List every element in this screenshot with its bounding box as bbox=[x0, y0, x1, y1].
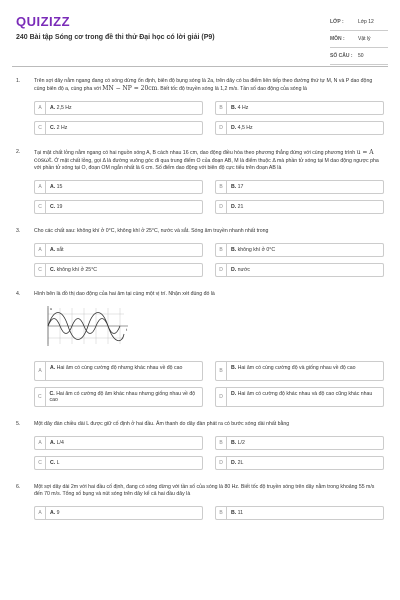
meta-row-count bbox=[330, 48, 388, 65]
option-a[interactable] bbox=[34, 180, 203, 194]
option-c[interactable] bbox=[34, 200, 203, 214]
meta-row-class bbox=[330, 14, 388, 31]
option-letter: A bbox=[35, 507, 46, 519]
question-number: 4. bbox=[16, 291, 21, 297]
option-b[interactable] bbox=[215, 180, 384, 194]
option-text: A. sắt bbox=[50, 247, 64, 253]
meta-value: Lớp 12 bbox=[358, 19, 374, 25]
option-text: B. L/2 bbox=[231, 440, 245, 446]
option-a[interactable] bbox=[34, 436, 203, 450]
meta-value: Vật lý bbox=[358, 36, 371, 42]
question-1 bbox=[16, 78, 384, 135]
answer-options bbox=[34, 101, 384, 135]
option-d[interactable] bbox=[215, 456, 384, 470]
option-text: B. Hai âm có cùng cường độ và giống nhau về độ cao bbox=[231, 365, 356, 371]
meta-row-subject bbox=[330, 31, 388, 48]
option-text: C. 19 bbox=[50, 204, 63, 210]
option-text: D. Hai âm có cường độ khác nhau và độ cao cũng khác nhau bbox=[231, 391, 373, 397]
option-text: A. 2,5 Hz bbox=[50, 105, 72, 111]
option-letter: B bbox=[216, 362, 227, 380]
question-3 bbox=[16, 228, 384, 277]
option-b[interactable] bbox=[215, 361, 384, 381]
option-text: D. nước bbox=[231, 267, 250, 273]
meta-label: LỚP : bbox=[330, 19, 344, 25]
option-text: A. L/4 bbox=[50, 440, 64, 446]
question-number: 3. bbox=[16, 228, 21, 234]
answer-options bbox=[34, 506, 384, 520]
equation: MN − NP = 20cm bbox=[102, 85, 158, 92]
option-letter: C bbox=[35, 388, 46, 406]
question-number: 2. bbox=[16, 149, 21, 155]
x-axis-label: t bbox=[126, 327, 128, 332]
meta-label: SỐ CÂU : bbox=[330, 53, 353, 59]
option-letter: A bbox=[35, 102, 46, 114]
option-b[interactable] bbox=[215, 506, 384, 520]
option-text: B. 11 bbox=[231, 510, 244, 516]
option-letter: B bbox=[216, 102, 227, 114]
option-letter: A bbox=[35, 437, 46, 449]
option-letter: A bbox=[35, 362, 46, 380]
answer-options bbox=[34, 436, 384, 470]
option-b[interactable] bbox=[215, 101, 384, 115]
meta-label: MÔN : bbox=[330, 36, 345, 42]
option-letter: C bbox=[35, 201, 46, 213]
option-c[interactable] bbox=[34, 387, 203, 407]
question-text bbox=[34, 78, 384, 93]
quizizz-logo: QUIZIZZ bbox=[16, 14, 71, 29]
option-text: B. không khí ở 0°C bbox=[231, 247, 276, 253]
equation: u = A cosωt bbox=[34, 149, 374, 164]
question-list bbox=[0, 78, 400, 534]
option-d[interactable] bbox=[215, 121, 384, 135]
answer-options bbox=[34, 243, 384, 277]
option-text: D. 2L bbox=[231, 460, 244, 466]
option-a[interactable] bbox=[34, 101, 203, 115]
option-c[interactable] bbox=[34, 121, 203, 135]
question-number: 1. bbox=[16, 78, 21, 84]
option-b[interactable] bbox=[215, 436, 384, 450]
question-4 bbox=[16, 291, 384, 407]
option-text: A. 15 bbox=[50, 184, 63, 190]
option-text: D. 21 bbox=[231, 204, 244, 210]
option-letter: B bbox=[216, 181, 227, 193]
wave-graph-figure bbox=[40, 304, 132, 348]
question-text bbox=[34, 149, 384, 172]
question-text: Cho các chất sau: không khí ở 0°C, không khí ở 25°C, nước và sắt. Sóng âm truyền nhanh nhất trong bbox=[34, 228, 269, 234]
option-d[interactable] bbox=[215, 387, 384, 407]
option-letter: B bbox=[216, 437, 227, 449]
question-text-part: Tại mặt chất lỏng nằm ngang có hai nguồn sóng A, B cách nhau 16 cm, dao động điều hòa theo phương thẳng đứng với cùng phương trình bbox=[34, 150, 357, 156]
option-text: C. L bbox=[50, 460, 60, 466]
option-b[interactable] bbox=[215, 243, 384, 257]
question-5 bbox=[16, 421, 384, 470]
question-text-part: . Biết tốc độ truyền sóng là 1,2 m/s. Tần số dao động của sóng là bbox=[157, 86, 307, 92]
option-letter: D bbox=[216, 122, 227, 134]
question-number: 5. bbox=[16, 421, 21, 427]
question-6 bbox=[16, 484, 384, 520]
wave-1 bbox=[48, 313, 124, 341]
option-a[interactable] bbox=[34, 243, 203, 257]
question-text-part: Trên sợi dây nằm ngang đang có sóng dừng ổn định, biên độ bụng sóng là 2a, trên dây có ba điểm liên tiếp theo đường thứ tự M, N và P dao động cùng biên độ a, cùng pha với bbox=[34, 78, 373, 92]
question-number: 6. bbox=[16, 484, 21, 490]
option-text: D. 4,5 Hz bbox=[231, 125, 253, 131]
option-c[interactable] bbox=[34, 456, 203, 470]
option-text: B. 17 bbox=[231, 184, 244, 190]
option-letter: D bbox=[216, 457, 227, 469]
option-letter: C bbox=[35, 264, 46, 276]
option-letter: A bbox=[35, 181, 46, 193]
question-text: Hình bên là đồ thị dao động của hai âm tại cùng một vị trí. Nhận xét đúng đó là bbox=[34, 291, 215, 297]
answer-options bbox=[34, 361, 384, 407]
y-axis-label: u bbox=[50, 306, 53, 311]
option-text: C. Hai âm có cường độ âm khác nhau nhưng giống nhau về độ cao bbox=[49, 391, 196, 403]
option-letter: B bbox=[216, 507, 227, 519]
option-letter: C bbox=[35, 457, 46, 469]
option-text: A. 9 bbox=[50, 510, 60, 516]
option-text: B. 4 Hz bbox=[231, 105, 249, 111]
answer-options bbox=[34, 180, 384, 214]
option-a[interactable] bbox=[34, 361, 203, 381]
header-divider bbox=[12, 66, 388, 67]
question-text-part: . Ở mặt chất lỏng, gọi Δ là đường vuông góc đi qua trung điểm O của đoạn AB, M là điểm thuộc Δ mà phần tử sóng tại M dao động ngược pha với phần tử sóng tại O, đoạn OM ngắn nhất là 6 cm. Số điểm dao động với biên độ cực tiểu trên đoạn AB là bbox=[34, 158, 379, 171]
meta-box bbox=[330, 14, 388, 65]
question-text: Một sợi dây dài 2m với hai đầu cố định, đang có sóng dừng với tần số của sóng là 80 Hz. Biết tốc độ truyền sóng trên dây nằm trong khoảng 55 m/s đến 70 m/s. Tổng số bụng và nút sóng trên dây kể cả hai đầu dây là bbox=[34, 484, 375, 497]
option-d[interactable] bbox=[215, 200, 384, 214]
option-text: C. không khí ở 25°C bbox=[50, 267, 98, 273]
option-letter: C bbox=[35, 122, 46, 134]
option-c[interactable] bbox=[34, 263, 203, 277]
worksheet-title: 240 Bài tập Sóng cơ trong đề thi thử Đại học có lời giải (P9) bbox=[16, 34, 215, 41]
option-text: C. 2 Hz bbox=[50, 125, 68, 131]
option-letter: D bbox=[216, 201, 227, 213]
option-text: A. Hai âm có cùng cường độ nhưng khác nhau về độ cao bbox=[50, 365, 183, 371]
question-2 bbox=[16, 149, 384, 214]
option-letter: B bbox=[216, 244, 227, 256]
question-text: Một dây đàn chiều dài L được giữ cố định ở hai đầu. Âm thanh do dây đàn phát ra có bước sóng dài nhất bằng bbox=[34, 421, 290, 427]
meta-value: 50 bbox=[358, 53, 364, 59]
option-letter: D bbox=[216, 264, 227, 276]
option-a[interactable] bbox=[34, 506, 203, 520]
option-letter: D bbox=[216, 388, 227, 406]
option-d[interactable] bbox=[215, 263, 384, 277]
option-letter: A bbox=[35, 244, 46, 256]
